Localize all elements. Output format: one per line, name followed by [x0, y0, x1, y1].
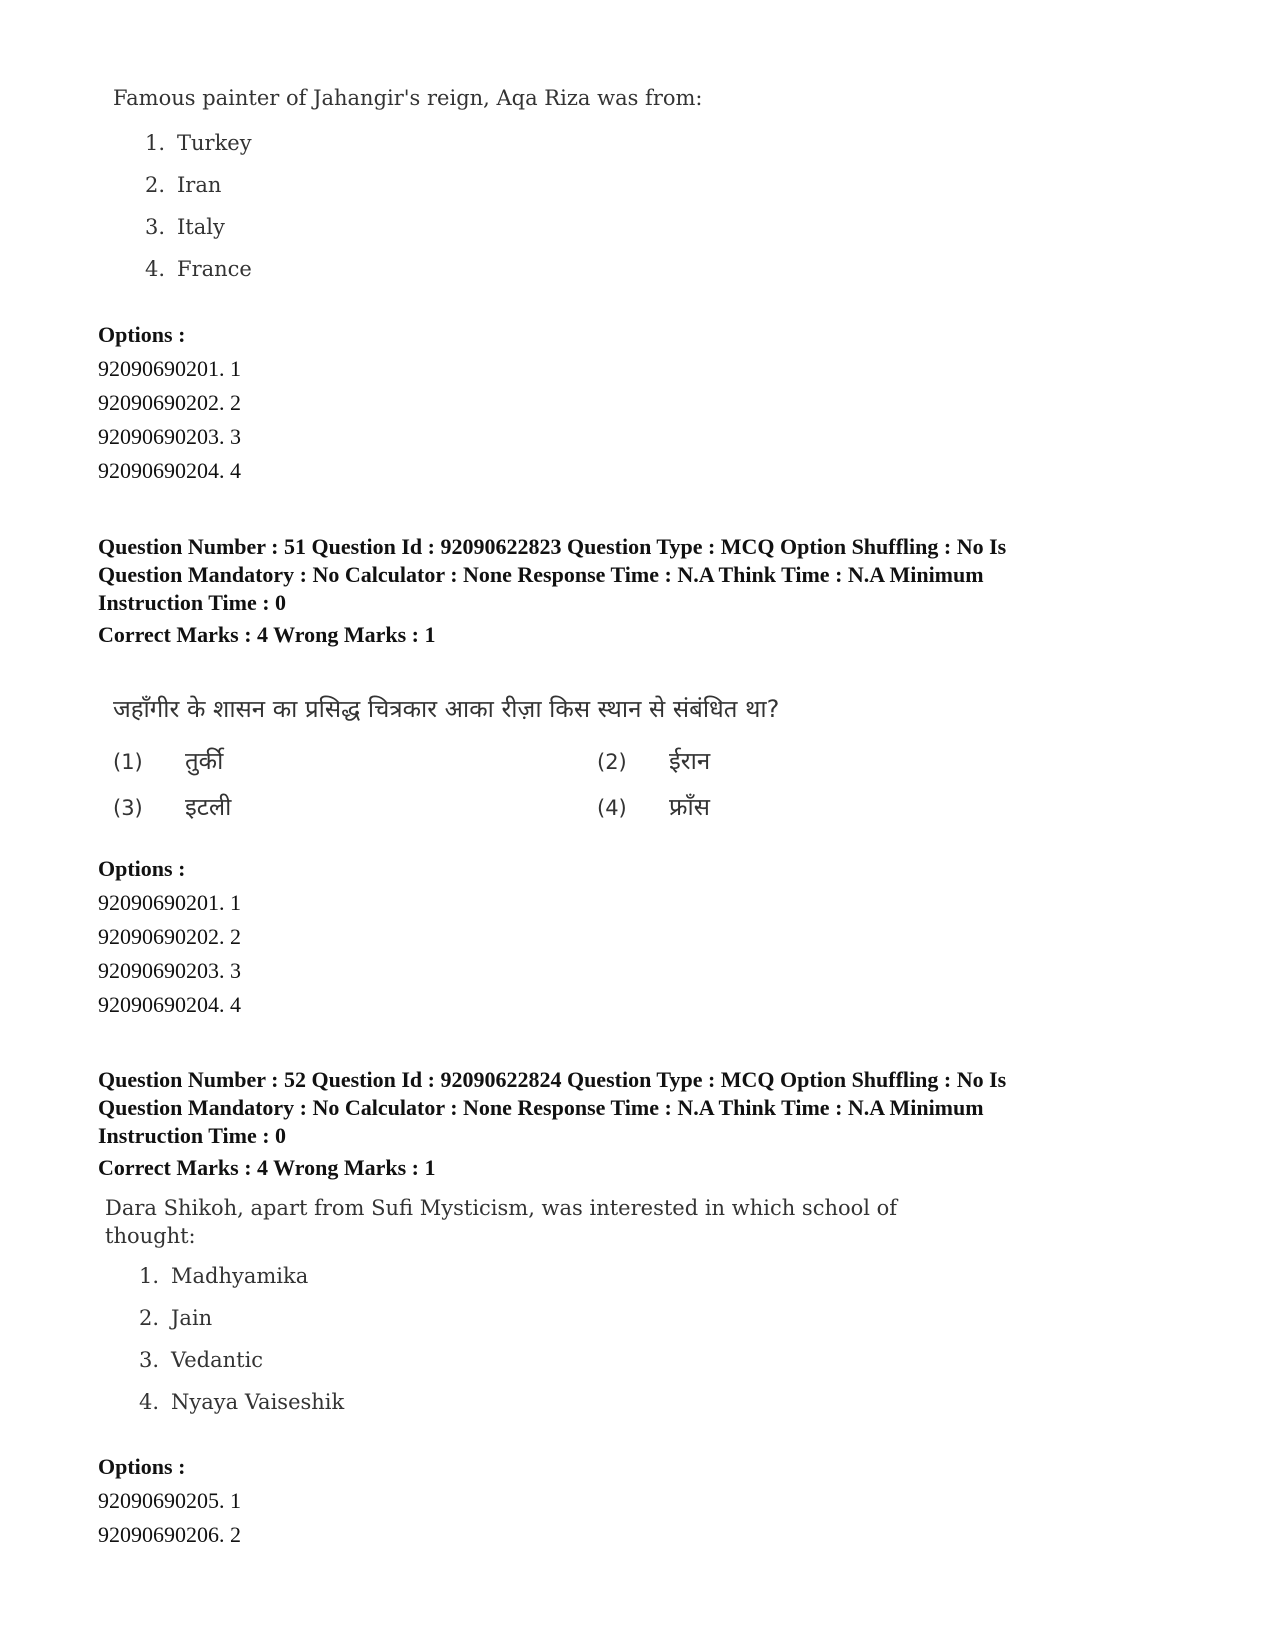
q51-hindi-choice-3: (3) इटली — [113, 793, 232, 821]
list-item: 2. Iran — [145, 173, 222, 197]
q50-question-text: Famous painter of Jahangir's reign, Aqa Riza was from: — [113, 86, 703, 110]
q51-meta — [98, 533, 1178, 617]
list-item: 3. Vedantic — [139, 1348, 264, 1372]
option-row: 92090690203. 3 — [98, 424, 241, 449]
option-row: 92090690202. 2 — [98, 924, 241, 949]
option-row: 92090690204. 4 — [98, 992, 241, 1017]
option-row: 92090690205. 1 — [98, 1488, 241, 1513]
q50-options — [98, 318, 241, 488]
option-row: 92090690202. 2 — [98, 390, 241, 415]
option-row: 92090690204. 4 — [98, 458, 241, 483]
q52-meta — [98, 1066, 1178, 1150]
q51-hindi-choice-1: (1) तुर्की — [113, 747, 224, 775]
option-row: 92090690201. 1 — [98, 356, 241, 381]
meta-line: Instruction Time : 0 — [98, 1123, 287, 1148]
meta-line: Question Mandatory : No Calculator : None Response Time : N.A Think Time : N.A Minimum — [98, 562, 984, 587]
list-item: 1. Turkey — [145, 131, 252, 155]
meta-line: Question Number : 51 Question Id : 92090622823 Question Type : MCQ Option Shuffling : No Is — [98, 534, 1007, 559]
q52-choice-list — [139, 1255, 344, 1423]
q51-marks: Correct Marks : 4 Wrong Marks : 1 — [98, 622, 436, 647]
list-item: 4. France — [145, 257, 252, 281]
q50-choice-list — [145, 122, 252, 290]
meta-line: Instruction Time : 0 — [98, 590, 287, 615]
list-item: 3. Italy — [145, 215, 225, 239]
question-line: thought: — [105, 1224, 196, 1248]
q51-options — [98, 852, 241, 1022]
options-heading: Options : — [98, 856, 186, 881]
option-row: 92090690201. 1 — [98, 890, 241, 915]
meta-line: Question Mandatory : No Calculator : None Response Time : N.A Think Time : N.A Minimum — [98, 1095, 984, 1120]
list-item: 4. Nyaya Vaiseshik — [139, 1390, 345, 1414]
q51-hindi-question: जहाँगीर के शासन का प्रसिद्ध चित्रकार आका रीज़ा किस स्थान से संबंधित था? — [113, 695, 780, 723]
options-heading: Options : — [98, 1454, 186, 1479]
option-row: 92090690206. 2 — [98, 1522, 241, 1547]
question-line: Dara Shikoh, apart from Sufi Mysticism, was interested in which school of — [105, 1196, 898, 1220]
list-item: 1. Madhyamika — [139, 1264, 309, 1288]
q52-options — [98, 1450, 241, 1552]
option-row: 92090690203. 3 — [98, 958, 241, 983]
list-item: 2. Jain — [139, 1306, 213, 1330]
meta-line: Question Number : 52 Question Id : 92090622824 Question Type : MCQ Option Shuffling : No Is — [98, 1067, 1007, 1092]
q51-hindi-choice-2: (2) ईरान — [597, 747, 711, 775]
q52-marks: Correct Marks : 4 Wrong Marks : 1 — [98, 1155, 436, 1180]
options-heading: Options : — [98, 322, 186, 347]
q51-hindi-choice-4: (4) फ्राँस — [597, 793, 710, 821]
q52-question-text — [105, 1194, 897, 1250]
